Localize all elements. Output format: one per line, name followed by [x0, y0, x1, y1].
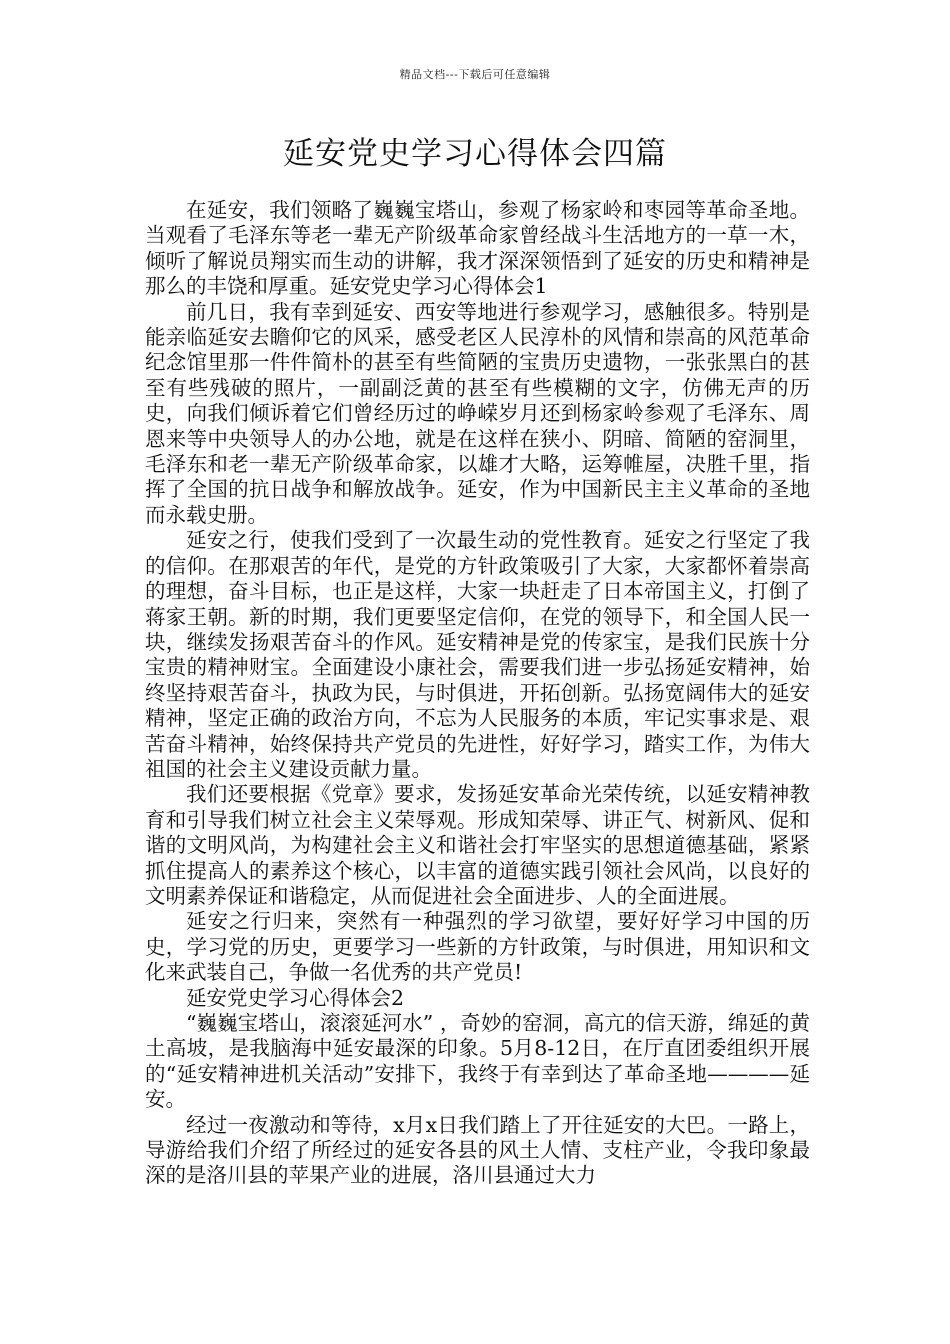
section-heading: 延安党史学习心得体会2	[186, 985, 405, 1010]
header-note: 精品文档---下载后可任意编辑	[399, 68, 551, 81]
paragraph: “巍巍宝塔山，滚滚延河水” ，奇妙的窑洞，高亢的信天游，绵延的黄土高坡，是我脑海中延安最深的印象。5月8-12日，在厅直团委组织开展的“延安精神进机关活动”安排下，我终于有幸到达了革命圣地————延安。	[145, 1011, 810, 1112]
document-body	[145, 198, 810, 1189]
paragraph: 前几日，我有幸到延安、西安等地进行参观学习，感触很多。特别是能亲临延安去瞻仰它的风采，感受老区人民淳朴的风情和崇高的风范革命纪念馆里那一件件简朴的甚至有些简陋的宝贵历史遗物，一张张黑白的甚至有些残破的照片，一副副泛黄的甚至有些模糊的文字，仿佛无声的历史，向我们倾诉着它们曾经历过的峥嵘岁月还到杨家岭参观了毛泽东、周恩来等中央领导人的办公地，就是在这样在狭小、阴暗、简陋的窑洞里，毛泽东和老一辈无产阶级革命家，以雄才大略，运筹帷屋，决胜千里，指挥了全国的抗日战争和解放战争。延安，作为中国新民主主义革命的圣地而永载史册。	[145, 299, 810, 527]
paragraph: 我们还要根据《党章》要求，发扬延安革命光荣传统，以延安精神教育和引导我们树立社会主义荣辱观。形成知荣辱、讲正气、树新风、促和谐的文明风尚，为构建社会主义和谐社会打牢坚实的思想道德基础，紧紧抓住提高人的素养这个核心，以丰富的道德实践引领社会风尚，以良好的文明素养保证和谐稳定，从而促进社会全面进步、人的全面进展。	[145, 782, 810, 908]
paragraph: 经过一夜激动和等待，x月x日我们踏上了开往延安的大巴。一路上，导游给我们介绍了所经过的延安各县的风土人情、支柱产业，令我印象最深的是洛川县的苹果产业的进展，洛川县通过大力	[145, 1112, 810, 1188]
paragraph: 延安之行，使我们受到了一次最生动的党性教育。延安之行坚定了我的信仰。在那艰苦的年代，是党的方针政策吸引了大家，大家都怀着崇高的理想，奋斗目标，也正是这样，大家一块赶走了日本帝国主义，打倒了蒋家王朝。新的时期，我们更要坚定信仰，在党的领导下，和全国人民一块，继续发扬艰苦奋斗的作风。延安精神是党的传家宝，是我们民族十分宝贵的精神财宝。全面建设小康社会，需要我们进一步弘扬延安精神，始终坚持艰苦奋斗，执政为民，与时俱进，开拓创新。弘扬宽阔伟大的延安精神，坚定正确的政治方向，不忘为人民服务的本质，牢记实事求是、艰苦奋斗精神，始终保持共产党员的先进性，好好学习，踏实工作，为伟大祖国的社会主义建设贡献力量。	[145, 528, 810, 781]
document-title: 延安党史学习心得体会四篇	[283, 136, 667, 172]
paragraph: 在延安，我们领略了巍巍宝塔山，参观了杨家岭和枣园等革命圣地。当观看了毛泽东等老一辈无产阶级革命家曾经战斗生活地方的一草一木，倾听了解说员翔实而生动的讲解，我才深深领悟到了延安的历史和精神是那么的丰饶和厚重。延安党史学习心得体会1	[145, 198, 810, 299]
paragraph: 延安之行归来，突然有一种强烈的学习欲望，要好好学习中国的历史，学习党的历史，更要学习一些新的方针政策，与时俱进，用知识和文化来武装自己，争做一名优秀的共产党员!	[145, 909, 810, 985]
